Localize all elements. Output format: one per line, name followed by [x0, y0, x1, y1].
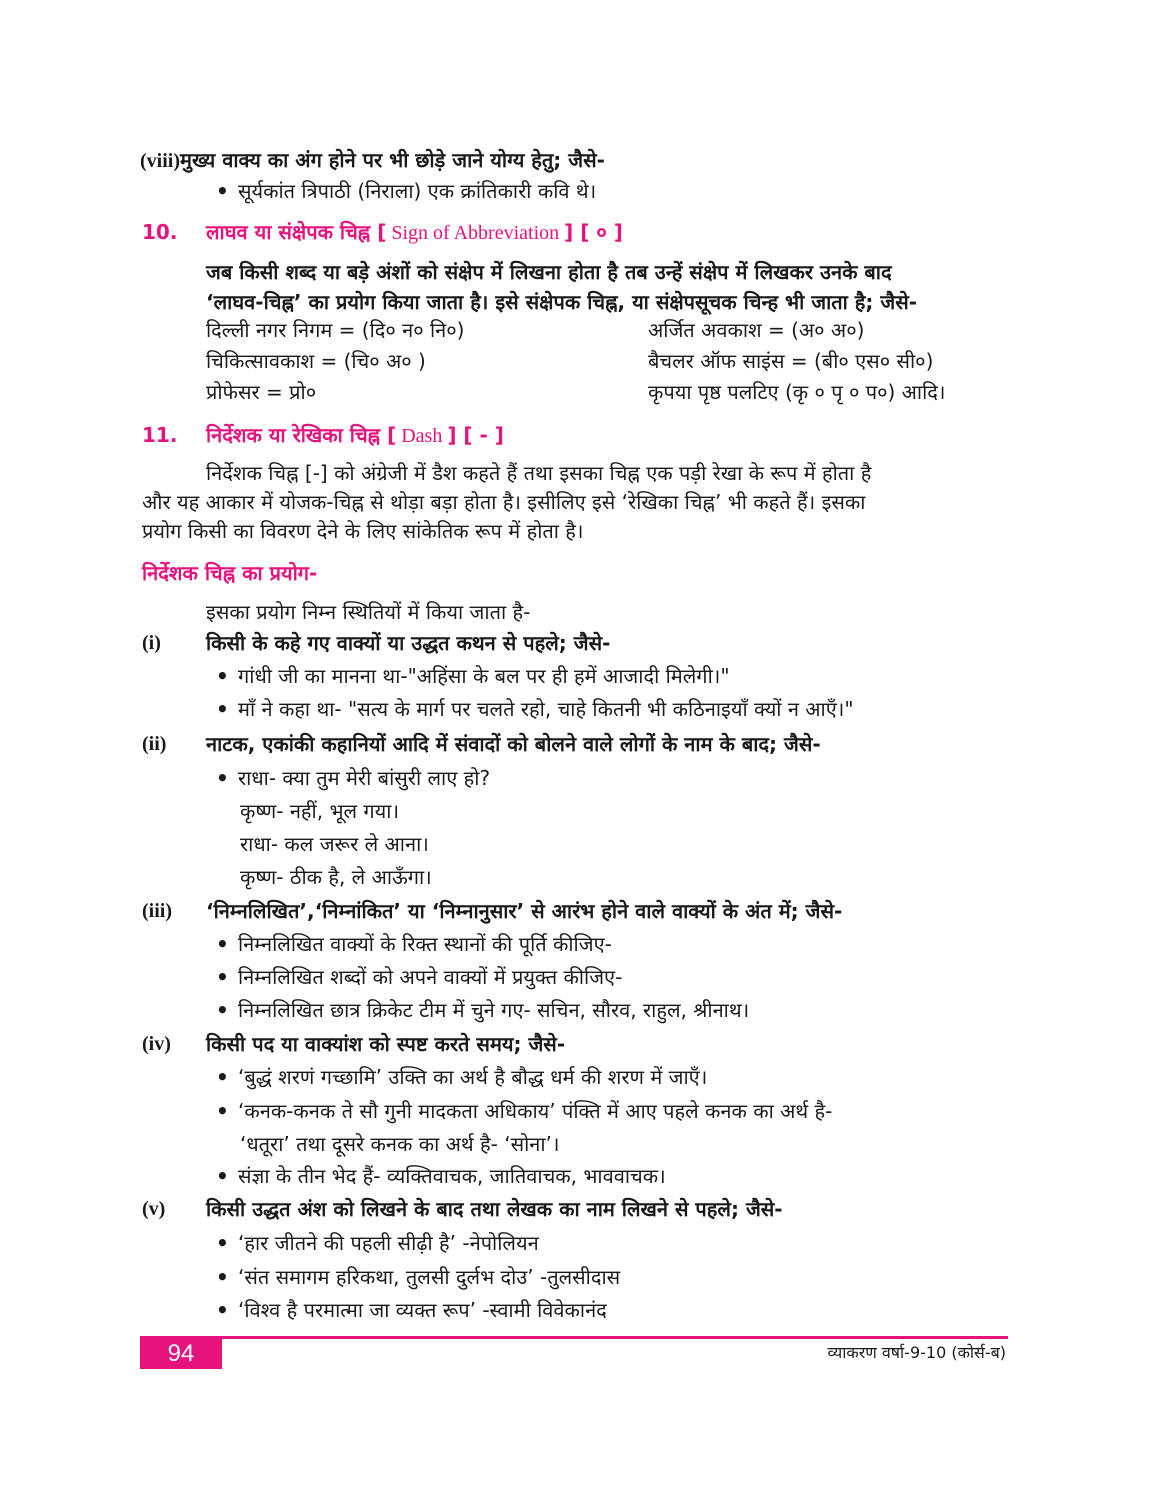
usage-iii-example: • निम्नलिखित वाक्यों के रिक्त स्थानों की पूर्ति कीजिए-: [216, 929, 612, 959]
usage-iii-heading: ‘निम्नलिखित’,‘निम्नांकित’ या ‘निम्नानुसार’ से आरंभ होने वाले वाक्यों के अंत में; जैसे-: [206, 899, 843, 923]
section-viii-heading: [140, 145, 605, 176]
section-11-para-line1: निर्देशक चिह्न [-] को अंग्रेजी में डैश कहते हैं तथा इसका चिह्न एक पड़ी रेखा के रूप में होता है: [206, 461, 872, 485]
usage-ii-marker: (ii): [142, 733, 167, 755]
usage-ii-heading: नाटक, एकांकी कहानियों आदि में संवादों को बोलने वाले लोगों के नाम के बाद; जैसे-: [206, 732, 821, 756]
usage-iv-example: • ‘बुद्धं शरणं गच्छामि’ उक्ति का अर्थ है बौद्ध धर्म की शरण में जाएँ।: [216, 1062, 707, 1092]
section-10-para-line1: जब किसी शब्द या बड़े अंशों को संक्षेप में लिखना होता है तब उन्हें संक्षेप में लिखकर उनके बाद: [206, 260, 892, 284]
usage-intro: इसका प्रयोग निम्न स्थितियों में किया जाता है-: [206, 600, 531, 624]
footer-rule: [140, 1336, 1008, 1339]
usage-heading: निर्देशक चिह्न का प्रयोग-: [142, 561, 318, 585]
section-11-number: 11.: [142, 423, 178, 447]
abbr-example-right: अर्जित अवकाश = (अ० अ०): [648, 318, 865, 342]
usage-v-example: • ‘विश्व है परमात्मा जा व्यक्त रूप’ -स्वामी विवेकानंद: [216, 1295, 607, 1325]
section-10-para-line2: ‘लाघव-चिह्न’ का प्रयोग किया जाता है। इसे संक्षेपक चिह्न, या संक्षेपसूचक चिन्ह भी जाता है; जैसे-: [206, 290, 918, 314]
usage-iii-example: • निम्नलिखित छात्र क्रिकेट टीम में चुने गए- सचिन, सौरव, राहुल, श्रीनाथ।: [216, 995, 749, 1025]
section-11-para-line2: और यह आकार में योजक-चिह्न से थोड़ा बड़ा होता है। इसीलिए इसे ‘रेखिका चिह्न’ भी कहते हैं। इसका: [142, 490, 866, 514]
usage-v-heading: किसी उद्धत अंश को लिखने के बाद तथा लेखक का नाम लिखने से पहले; जैसे-: [206, 1197, 783, 1221]
abbr-example-right: कृपया पृष्ठ पलटिए (कृ ० पृ ० प०) आदि।: [648, 380, 946, 404]
abbr-example-left: प्रोफेसर = प्रो०: [206, 380, 317, 404]
usage-i-marker: (i): [142, 632, 161, 654]
usage-iii-marker: (iii): [142, 900, 172, 922]
section-11-para-line3: प्रयोग किसी का विवरण देने के लिए सांकेतिक रूप में होता है।: [142, 519, 584, 543]
usage-iv-example: • ‘कनक-कनक ते सौ गुनी मादकता अधिकाय’ पंक्ति में आए पहले कनक का अर्थ है-: [216, 1096, 832, 1126]
section-11-title-sym: ] [ - ]: [447, 423, 504, 447]
section-10-title: [206, 217, 623, 248]
usage-ii-example: • राधा- क्या तुम मेरी बांसुरी लाए हो?: [216, 763, 490, 793]
usage-iii-example: • निम्नलिखित शब्दों को अपने वाक्यों में प्रयुक्त कीजिए-: [216, 962, 622, 992]
section-10-title-sym: ] [ ० ]: [564, 220, 623, 244]
abbr-example-left: दिल्ली नगर निगम = (दि० न० नि०): [206, 318, 465, 342]
abbr-example-right: बैचलर ऑफ साइंस = (बी० एस० सी०): [648, 349, 934, 373]
usage-iv-heading: किसी पद या वाक्यांश को स्पष्ट करते समय; जैसे-: [206, 1032, 566, 1056]
usage-v-example: • ‘हार जीतने की पहली सीढ़ी है’ -नेपोलियन: [216, 1228, 539, 1258]
usage-ii-example: कृष्ण- ठीक है, ले आऊँगा।: [240, 865, 432, 889]
abbr-example-left: चिकित्सावकाश = (चि० अ० ): [206, 349, 426, 373]
section-10-title-hi: लाघव या संक्षेपक चिह्न [: [206, 220, 387, 244]
section-viii-heading-text: मुख्य वाक्य का अंग होने पर भी छोड़े जाने योग्य हेतु; जैसे-: [180, 148, 605, 172]
section-10-title-en: Sign of Abbreviation: [386, 222, 565, 244]
usage-iv-example-cont: ‘धतूरा’ तथा दूसरे कनक का अर्थ है- ‘सोना’।: [240, 1132, 560, 1156]
page-number: 94: [140, 1339, 222, 1369]
section-viii-example: • सूर्यकांत त्रिपाठी (निराला) एक क्रांतिकारी कवि थे।: [216, 176, 596, 206]
usage-iv-marker: (iv): [142, 1033, 171, 1055]
section-10-number: 10.: [142, 220, 178, 244]
usage-v-marker: (v): [142, 1198, 166, 1220]
usage-ii-example: कृष्ण- नहीं, भूल गया।: [240, 799, 400, 823]
section-11-title: [206, 420, 504, 451]
section-11-title-en: Dash: [396, 425, 448, 447]
section-11-title-hi: निर्देशक या रेखिका चिह्न [: [206, 423, 397, 447]
book-title: व्याकरण वर्षा-9-10 (कोर्स-ब): [827, 1343, 1006, 1362]
usage-v-example: • ‘संत समागम हरिकथा, तुलसी दुर्लभ दोउ’ -तुलसीदास: [216, 1262, 620, 1292]
section-viii-marker: (viii): [140, 150, 180, 172]
usage-i-example: • गांधी जी का मानना था-"अहिंसा के बल पर ही हमें आजादी मिलेगी।": [216, 661, 730, 691]
usage-i-example: • माँ ने कहा था- "सत्य के मार्ग पर चलते रहो, चाहे कितनी भी कठिनाइयाँ क्यों न आएँ।": [216, 694, 854, 724]
usage-i-heading: किसी के कहे गए वाक्यों या उद्धत कथन से पहले; जैसे-: [206, 631, 611, 655]
usage-iv-example: • संज्ञा के तीन भेद हैं- व्यक्तिवाचक, जातिवाचक, भाववाचक।: [216, 1161, 666, 1191]
usage-ii-example: राधा- कल जरूर ले आना।: [240, 832, 429, 856]
